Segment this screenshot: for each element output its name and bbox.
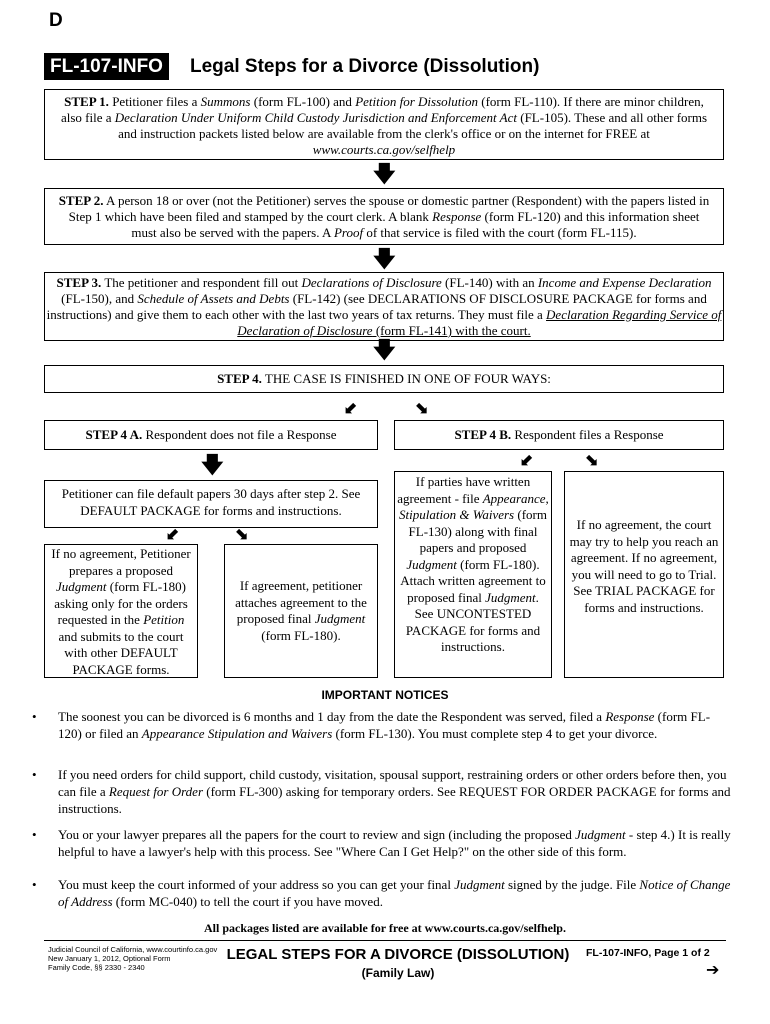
page-title: Legal Steps for a Divorce (Dissolution) — [190, 56, 540, 77]
uncontested-box — [394, 471, 552, 678]
down-right-arrow-icon: ⬊ — [584, 450, 599, 470]
next-page-arrow-icon[interactable]: ➔ — [706, 960, 720, 979]
notice-item: • You must keep the court informed of your address so you can get your final Judgment signed by the judge. File Notice of Change of Address (form MC-040) to tell the court if you have moved. — [32, 877, 731, 909]
agreement-petitioner-box — [224, 544, 378, 678]
uncontested-text: If parties have written agreement - file Appearance, Stipulation & Waivers (form FL-130) along with final papers and proposed Judgment (form FL-180). Attach written agreement to proposed final Judgment. See UNCONTESTED PACKAGE for forms and instructions. — [397, 474, 549, 654]
step4b-box: STEP 4 B. Respondent files a Response — [394, 420, 724, 450]
notice-item: • If you need orders for child support, child custody, visitation, spousal support, restraining orders or other orders before then, you can file a Request for Order (form FL-300) asking for temporary orders. See REQUEST FOR ORDER PACKAGE for forms and instructions. — [32, 767, 731, 816]
notice-item: • The soonest you can be divorced is 6 months and 1 day from the date the Respondent was served, filed a Response (form FL-120) or filed an Appearance Stipulation and Waivers (form FL-130). You must complete step 4 to get your divorce. — [32, 709, 711, 741]
down-left-arrow-icon: ⬋ — [344, 398, 359, 418]
down-arrow-icon: 🡇 — [201, 453, 224, 478]
notices-heading: IMPORTANT NOTICES — [321, 688, 449, 702]
footer-source: Judicial Council of California, www.courtinfo.ca.gov New January 1, 2012, Optional Form Family Code, §§ 2330 - 2340 — [48, 945, 218, 972]
down-arrow-icon: 🡇 — [373, 162, 396, 187]
corner-letter: D — [49, 10, 63, 31]
trial-text: If no agreement, the court may try to help you reach an agreement. If no agreement, you will need to go to Trial. See TRIAL PACKAGE for forms and instructions. — [569, 517, 719, 615]
down-right-arrow-icon: ⬊ — [234, 524, 249, 544]
down-arrow-icon: 🡇 — [373, 247, 396, 272]
footer-subtitle: (Family Law) — [361, 966, 435, 980]
step4-box: STEP 4. THE CASE IS FINISHED IN ONE OF FOUR WAYS: — [44, 365, 724, 393]
footer-divider — [44, 940, 726, 941]
down-left-arrow-icon: ⬋ — [520, 450, 535, 470]
no-agreement-petitioner-box — [44, 544, 198, 678]
step4a-box: STEP 4 A. Respondent does not file a Response — [44, 420, 378, 450]
down-left-arrow-icon: ⬋ — [166, 524, 181, 544]
step3-text: STEP 3. The petitioner and respondent fill out Declarations of Disclosure (FL-140) with an Income and Expense Declaration (FL-150), and Schedule of Assets and Debts (FL-142) (see DECLARATIONS OF DISCLOSURE PACKAGE for forms and instructions) and give them to each other with the last two years of tax returns. They must file a Declaration Regarding Service of Declaration of Disclosure (form FL-141) with the court. — [46, 275, 722, 338]
down-right-arrow-icon: ⬊ — [414, 398, 429, 418]
form-code-badge: FL-107-INFO — [44, 53, 169, 80]
step1-text: STEP 1. Petitioner files a Summons (form FL-100) and Petition for Dissolution (form FL-110). If there are minor children, also file a Declaration Under Uniform Child Custody Jurisdiction and Enforcement Act (FL-105). These and all other forms and instruction packets listed below are available from the clerk's office or on the internet for FREE at www.courts.ca.gov/selfhelp — [60, 94, 708, 157]
step3-box — [44, 272, 724, 341]
no-agreement-petitioner-text: If no agreement, Petitioner prepares a proposed Judgment (form FL-180) asking only for the orders requested in the Petition and submits to the court with other DEFAULT PACKAGE forms. — [51, 546, 191, 677]
step2-box — [44, 188, 724, 245]
trial-box — [564, 471, 724, 678]
default-package-text: Petitioner can file default papers 30 days after step 2. See DEFAULT PACKAGE for forms and instructions. — [61, 486, 361, 518]
footer-page-info: FL-107-INFO, Page 1 of 2 — [586, 947, 710, 959]
agreement-petitioner-text: If agreement, petitioner attaches agreement to the proposed final Judgment (form FL-180). — [235, 578, 367, 643]
footer-title: LEGAL STEPS FOR A DIVORCE (DISSOLUTION) — [226, 946, 570, 963]
down-arrow-icon: 🡇 — [373, 338, 396, 363]
notice-item: • You or your lawyer prepares all the papers for the court to review and sign (including the proposed Judgment - step 4.) It is really helpful to have a lawyer's help with this process. See "Where Can I Get Help?" on the other side of this form. — [32, 827, 731, 859]
step1-box — [44, 89, 724, 160]
default-package-box — [44, 480, 378, 528]
packages-note: All packages listed are available for free at www.courts.ca.gov/selfhelp. — [204, 921, 566, 935]
step2-text: STEP 2. A person 18 or over (not the Petitioner) serves the spouse or domestic partner (Respondent) with the papers listed in Step 1 which have been filed and stamped by the court clerk. A blank Response (form FL-120) and this information sheet must also be served with the papers. A Proof of that service is filed with the court (form FL-115). — [58, 193, 710, 240]
